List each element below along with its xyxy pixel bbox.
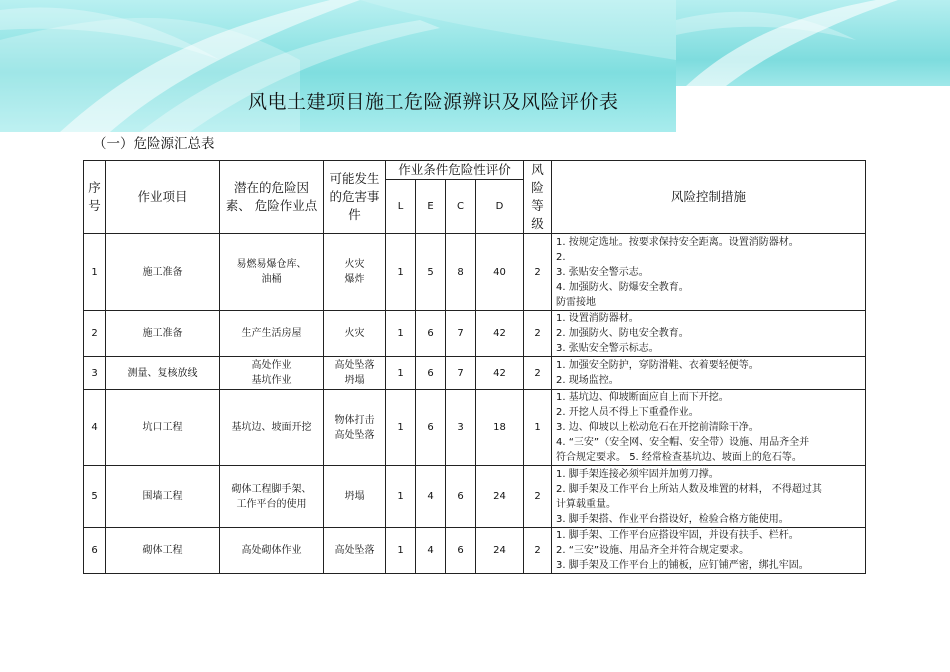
cell-harm-line: 高处坠落 bbox=[334, 429, 375, 441]
cell-measures-line: 4. “三安”（安全网、安全帽、安全带）设施、用品齐全并 bbox=[556, 437, 810, 448]
cell-L: 1 bbox=[386, 528, 416, 574]
cell-L: 1 bbox=[386, 466, 416, 528]
header-evaluation-group: 作业条件危险性评价 bbox=[386, 161, 524, 180]
cell-hazard bbox=[220, 311, 324, 357]
cell-hazard bbox=[220, 357, 324, 390]
cell-L: 1 bbox=[386, 234, 416, 311]
cell-C: 7 bbox=[446, 357, 476, 390]
cell-E: 4 bbox=[416, 466, 446, 528]
cell-C: 3 bbox=[446, 390, 476, 466]
cell-C: 6 bbox=[446, 466, 476, 528]
cell-hazard-line: 油桶 bbox=[261, 274, 282, 285]
cell-harm-line: 坍塌 bbox=[344, 491, 365, 502]
cell-measures bbox=[552, 311, 866, 357]
cell-E: 6 bbox=[416, 311, 446, 357]
cell-harm-line: 高处坠落 bbox=[334, 360, 375, 371]
header-hazard: 潜在的危险因 素、 危险作业点 bbox=[220, 161, 324, 234]
cell-work-item-line: 施工准备 bbox=[142, 328, 183, 339]
cell-hazard bbox=[220, 528, 324, 574]
cell-measures-line: 1. 脚手架、工作平台应搭设牢固，并设有扶手、栏杆。 bbox=[556, 530, 799, 541]
cell-risk-level: 2 bbox=[524, 234, 552, 311]
cell-hazard-line: 工作平台的使用 bbox=[236, 498, 307, 510]
cell-measures-line: 1. 脚手架连接必须牢固并加剪刀撑。 bbox=[556, 468, 719, 480]
cell-work-item bbox=[106, 357, 220, 390]
cell-measures-line: 1. 基坑边、仰坡断面应自上而下开挖。 bbox=[556, 392, 729, 403]
cell-hazard bbox=[220, 234, 324, 311]
cell-measures-line: 3. 张贴安全警示志。 bbox=[556, 266, 649, 278]
cell-risk-level: 2 bbox=[524, 357, 552, 390]
header-L: L bbox=[386, 180, 416, 234]
cell-measures-line: 3. 张贴安全警示标志。 bbox=[556, 343, 659, 354]
cell-measures-line: 2. 脚手架及工作平台上所站人数及堆置的材料， 不得超过其 bbox=[556, 483, 822, 495]
cell-hazard bbox=[220, 390, 324, 466]
cell-hazard-line: 砌体工程脚手架、 bbox=[231, 483, 312, 495]
cell-C: 8 bbox=[446, 234, 476, 311]
cell-E: 4 bbox=[416, 528, 446, 574]
cell-measures-line: 3. 脚手架搭、作业平台搭设好，检验合格方能使用。 bbox=[556, 513, 789, 525]
cell-measures bbox=[552, 390, 866, 466]
cell-hazard-line: 基坑作业 bbox=[251, 375, 292, 386]
cell-measures-line: 4. 加强防火、防爆安全教育。 bbox=[556, 281, 689, 293]
cell-measures-line: 3. 脚手架及工作平台上的铺板，应钉铺严密，绑扎牢固。 bbox=[556, 560, 809, 571]
cell-work-item-line: 测量、复核放线 bbox=[127, 367, 198, 379]
header-E: E bbox=[416, 180, 446, 234]
cell-measures-line: 1. 加强安全防护，穿防滑鞋、衣着要轻便等。 bbox=[556, 360, 759, 371]
cell-hazard-line: 易燃易爆仓库、 bbox=[236, 259, 307, 270]
cell-measures-line: 计算载重量。 bbox=[556, 498, 617, 510]
cell-measures-line: 2. 现场监控。 bbox=[556, 375, 619, 386]
cell-hazard-line: 高处作业 bbox=[251, 360, 292, 371]
cell-D: 42 bbox=[476, 357, 524, 390]
cell-measures-line: 2. 加强防火、防电安全教育。 bbox=[556, 328, 689, 339]
cell-seq: 6 bbox=[84, 528, 106, 574]
cell-harm bbox=[324, 311, 386, 357]
cell-E: 6 bbox=[416, 357, 446, 390]
cell-risk-level: 2 bbox=[524, 466, 552, 528]
cell-work-item-line: 围墙工程 bbox=[142, 491, 183, 502]
table-row bbox=[84, 528, 866, 574]
table-body bbox=[84, 234, 866, 574]
cell-measures-line: 防雷接地 bbox=[556, 296, 597, 308]
document-title: 风电土建项目施工危险源辨识及风险评价表 bbox=[248, 91, 619, 113]
cell-harm bbox=[324, 234, 386, 311]
cell-measures bbox=[552, 466, 866, 528]
cell-risk-level: 2 bbox=[524, 311, 552, 357]
cell-work-item bbox=[106, 466, 220, 528]
hazard-summary-table bbox=[83, 160, 866, 574]
cell-seq: 2 bbox=[84, 311, 106, 357]
cell-hazard-line: 高处砌体作业 bbox=[241, 545, 302, 556]
table-row bbox=[84, 466, 866, 528]
cell-work-item bbox=[106, 390, 220, 466]
cell-harm-line: 物体打击 bbox=[334, 414, 375, 426]
cell-measures bbox=[552, 357, 866, 390]
banner-right-swoosh-decoration bbox=[676, 0, 950, 86]
cell-hazard-line: 基坑边、坡面开挖 bbox=[231, 422, 312, 433]
cell-work-item-line: 施工准备 bbox=[142, 266, 183, 278]
cell-D: 24 bbox=[476, 466, 524, 528]
cell-seq: 1 bbox=[84, 234, 106, 311]
cell-work-item bbox=[106, 234, 220, 311]
header-risk-level: 风 险 等 级 bbox=[524, 161, 552, 234]
cell-measures-line: 1. 按规定选址。按要求保持安全距离。设置消防器材。 bbox=[556, 236, 799, 248]
cell-work-item-line: 坑口工程 bbox=[142, 422, 183, 433]
cell-C: 7 bbox=[446, 311, 476, 357]
cell-work-item bbox=[106, 311, 220, 357]
cell-harm bbox=[324, 390, 386, 466]
cell-seq: 5 bbox=[84, 466, 106, 528]
cell-measures-line: 2. bbox=[556, 251, 566, 263]
header-harm: 可能发生 的危害事 件 bbox=[324, 161, 386, 234]
cell-harm-line: 爆炸 bbox=[344, 274, 365, 285]
cell-seq: 3 bbox=[84, 357, 106, 390]
cell-risk-level: 1 bbox=[524, 390, 552, 466]
cell-E: 5 bbox=[416, 234, 446, 311]
table-row bbox=[84, 311, 866, 357]
cell-harm bbox=[324, 528, 386, 574]
header-seq: 序 号 bbox=[84, 161, 106, 234]
header-C: C bbox=[446, 180, 476, 234]
cell-measures-line: 2. “三安”设施、用品齐全并符合规定要求。 bbox=[556, 545, 750, 556]
cell-D: 24 bbox=[476, 528, 524, 574]
cell-harm-line: 坍塌 bbox=[344, 375, 365, 386]
cell-hazard bbox=[220, 466, 324, 528]
cell-harm bbox=[324, 357, 386, 390]
table-row bbox=[84, 390, 866, 466]
cell-C: 6 bbox=[446, 528, 476, 574]
table-row bbox=[84, 234, 866, 311]
cell-work-item bbox=[106, 528, 220, 574]
cell-risk-level: 2 bbox=[524, 528, 552, 574]
cell-L: 1 bbox=[386, 390, 416, 466]
cell-harm bbox=[324, 466, 386, 528]
cell-measures-line: 2. 开挖人员不得上下重叠作业。 bbox=[556, 407, 699, 418]
cell-harm-line: 火灾 bbox=[344, 328, 365, 339]
header-work-item: 作业项目 bbox=[106, 161, 220, 234]
cell-D: 18 bbox=[476, 390, 524, 466]
cell-hazard-line: 生产生活房屋 bbox=[241, 328, 302, 339]
cell-measures bbox=[552, 234, 866, 311]
table-row bbox=[84, 357, 866, 390]
section-title: （一）危险源汇总表 bbox=[93, 136, 215, 152]
cell-D: 42 bbox=[476, 311, 524, 357]
cell-D: 40 bbox=[476, 234, 524, 311]
cell-harm-line: 高处坠落 bbox=[334, 545, 375, 556]
cell-measures bbox=[552, 528, 866, 574]
header-row-top bbox=[84, 161, 866, 180]
cell-E: 6 bbox=[416, 390, 446, 466]
cell-work-item-line: 砌体工程 bbox=[142, 545, 183, 556]
header-measures: 风险控制措施 bbox=[552, 161, 866, 234]
cell-harm-line: 火灾 bbox=[344, 259, 365, 270]
header-banner-right bbox=[676, 0, 950, 86]
cell-seq: 4 bbox=[84, 390, 106, 466]
cell-measures-line: 符合规定要求。 5. 经常检查基坑边、坡面上的危石等。 bbox=[556, 452, 802, 463]
cell-measures-line: 1. 设置消防器材。 bbox=[556, 313, 639, 324]
cell-measures-line: 3. 边、仰坡以上松动危石在开挖前清除干净。 bbox=[556, 422, 759, 433]
header-D: D bbox=[476, 180, 524, 234]
cell-L: 1 bbox=[386, 357, 416, 390]
cell-L: 1 bbox=[386, 311, 416, 357]
